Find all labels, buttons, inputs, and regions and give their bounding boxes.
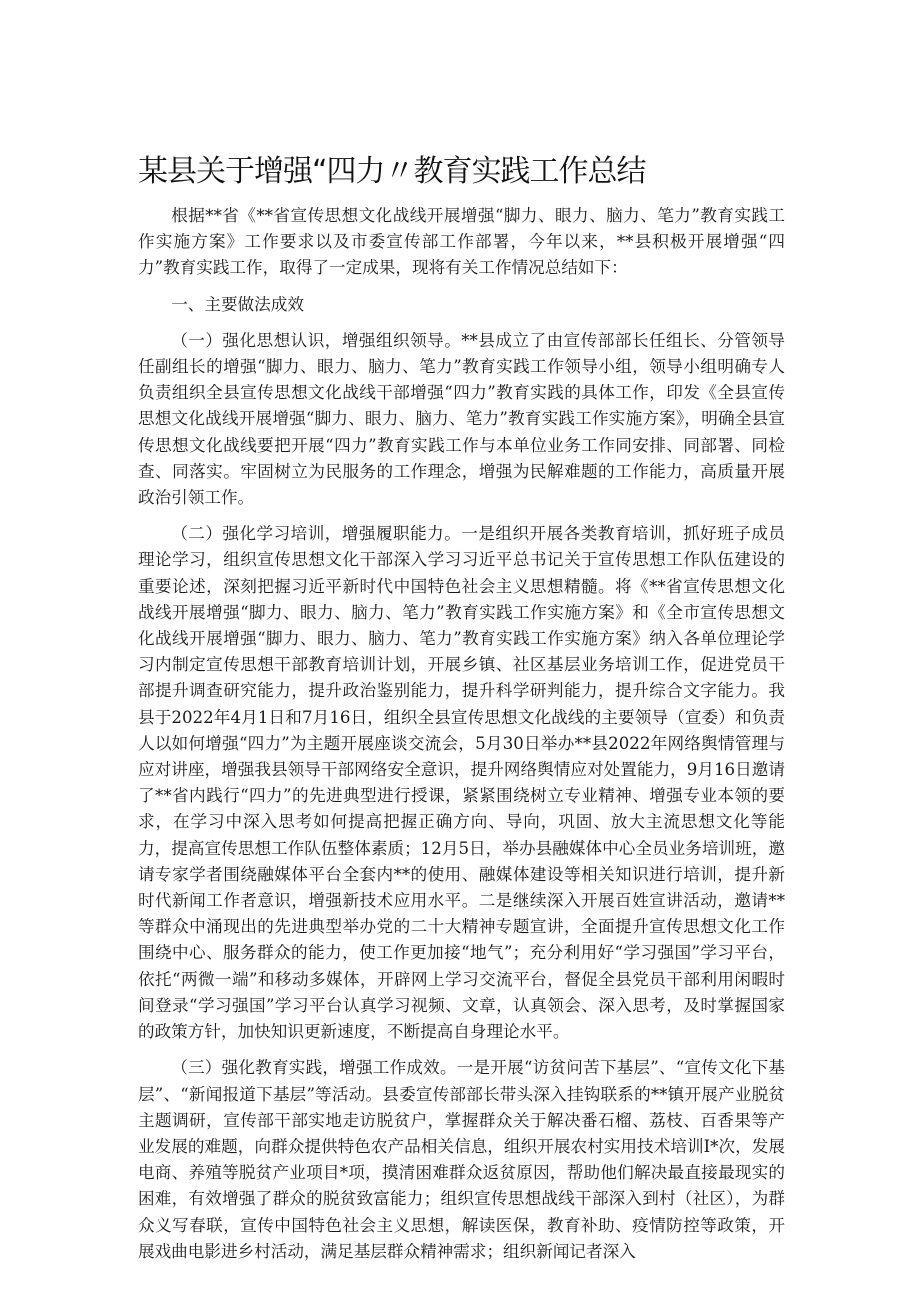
section-heading: 一、主要做法成效: [171, 294, 304, 314]
document-body: [138, 203, 785, 1265]
intro-paragraph: 根据**省《**省宣传思想文化战线开展增强“脚力、眼力、脑力、笔力”教育实践工作实施方案》工作要求以及市委宣传部工作部署，今年以来，**县积极开展增强“四力”教育实践工作，取得了一定成果，现将有关工作情况总结如下：: [138, 206, 785, 278]
body-paragraph: （二）强化学习培训，增强履职能力。一是组织开展各类教育培训，抓好班子成员理论学习，组织宣传思想文化干部深入学习习近平总书记关于宣传思想工作队伍建设的重要论述，深刻把握习近平新时代中国特色社会主义思想精髓。将《**省宣传思想文化战线开展增强“脚力、眼力、脑力、笔力”教育实践工作实施方案》和《全市宣传思想文化战线开展增强“脚力、眼力、脑力、笔力”教育实践工作实施方案》纳入各单位理论学习内制定宣传思想干部教育培训计划，开展乡镇、社区基层业务培训工作，促进党员干部提升调查研究能力，提升政治鉴别能力，提升科学研判能力，提升综合文字能力。我县于2022年4月1日和7月16日，组织全县宣传思想文化战线的主要领导（宣委）和负责人以如何增强“四力”为主题开展座谈交流会，5月30日举办**县2022年网络舆情管理与应对讲座，增强我县领导干部网络安全意识，提升网络舆情应对处置能力，9月16日邀请了**省内践行“四力”的先进典型进行授课，紧紧围绕树立专业精神、增强专业本领的要求，在学习中深入思考如何提高把握正确方向、导向，巩固、放大主流思想文化等能力，提高宣传思想工作队伍整体素质；12月5日，举办县融媒体中心全员业务培训班，邀请专家学者围绕融媒体平台全套内**的使用、融媒体建设等相关知识进行培训，提升新时代新闻工作者意识，增强新技术应用水平。二是继续深入开展百姓宣讲活动，邀请**等群众中涌现出的先进典型举办党的二十大精神专题宣讲，全面提升宣传思想文化工作围绕中心、服务群众的能力，使工作更加接“地气”；充分利用好“学习强国”学习平台，依托“两微一端”和移动多媒体，开辟网上学习交流平台，督促全县党员干部利用闲暇时间登录“学习强国”学习平台认真学习视频、文章，认真领会、深入思考，及时掌握国家的政策方针，加快知识更新速度，不断提高自身理论水平。: [138, 524, 785, 1042]
document-title: 某县关于增强“四力〃教育实践工作总结: [138, 154, 646, 189]
body-paragraph: （一）强化思想认识，增强组织领导。**县成立了由宣传部部长任组长、分管领导任副组长的增强“脚力、眼力、脑力、笔力”教育实践工作领导小组，领导小组明确专人负责组织全县宣传思想文化战线干部增强“四力”教育实践的具体工作，印发《全县宣传思想文化战线开展增强“脚力、眼力、脑力、笔力”教育实践工作实施方案》，明确全县宣传思想文化战线要把开展“四力”教育实践工作与本单位业务工作同安排、同部署、同检查、同落实。牢固树立为民服务的工作理念，增强为民解难题的工作能力，高质量开展政治引领工作。: [138, 330, 785, 508]
body-paragraph: （三）强化教育实践，增强工作成效。一是开展“访贫问苦下基层”、“宣传文化下基层”、“新闻报道下基层”等活动。县委宣传部部长带头深入挂钩联系的**镇开展产业脱贫主题调研，宣传部干部实地走访脱贫户，掌握群众关于解决番石榴、荔枝、百香果等产业发展的难题，向群众提供特色农产品相关信息，组织开展农村实用技术培训I*次，发展电商、养殖等脱贫产业项目*项，摸清困难群众返贫原因，帮助他们解决最直接最现实的困难，有效增强了群众的脱贫致富能力；组织宣传思想战线干部深入到村（社区），为群众义写春联，宣传中国特色社会主义思想，解读医保，教育补助、疫情防控等政策，开展戏曲电影进乡村活动，满足基层群众精神需求；组织新闻记者深入: [138, 1058, 785, 1261]
